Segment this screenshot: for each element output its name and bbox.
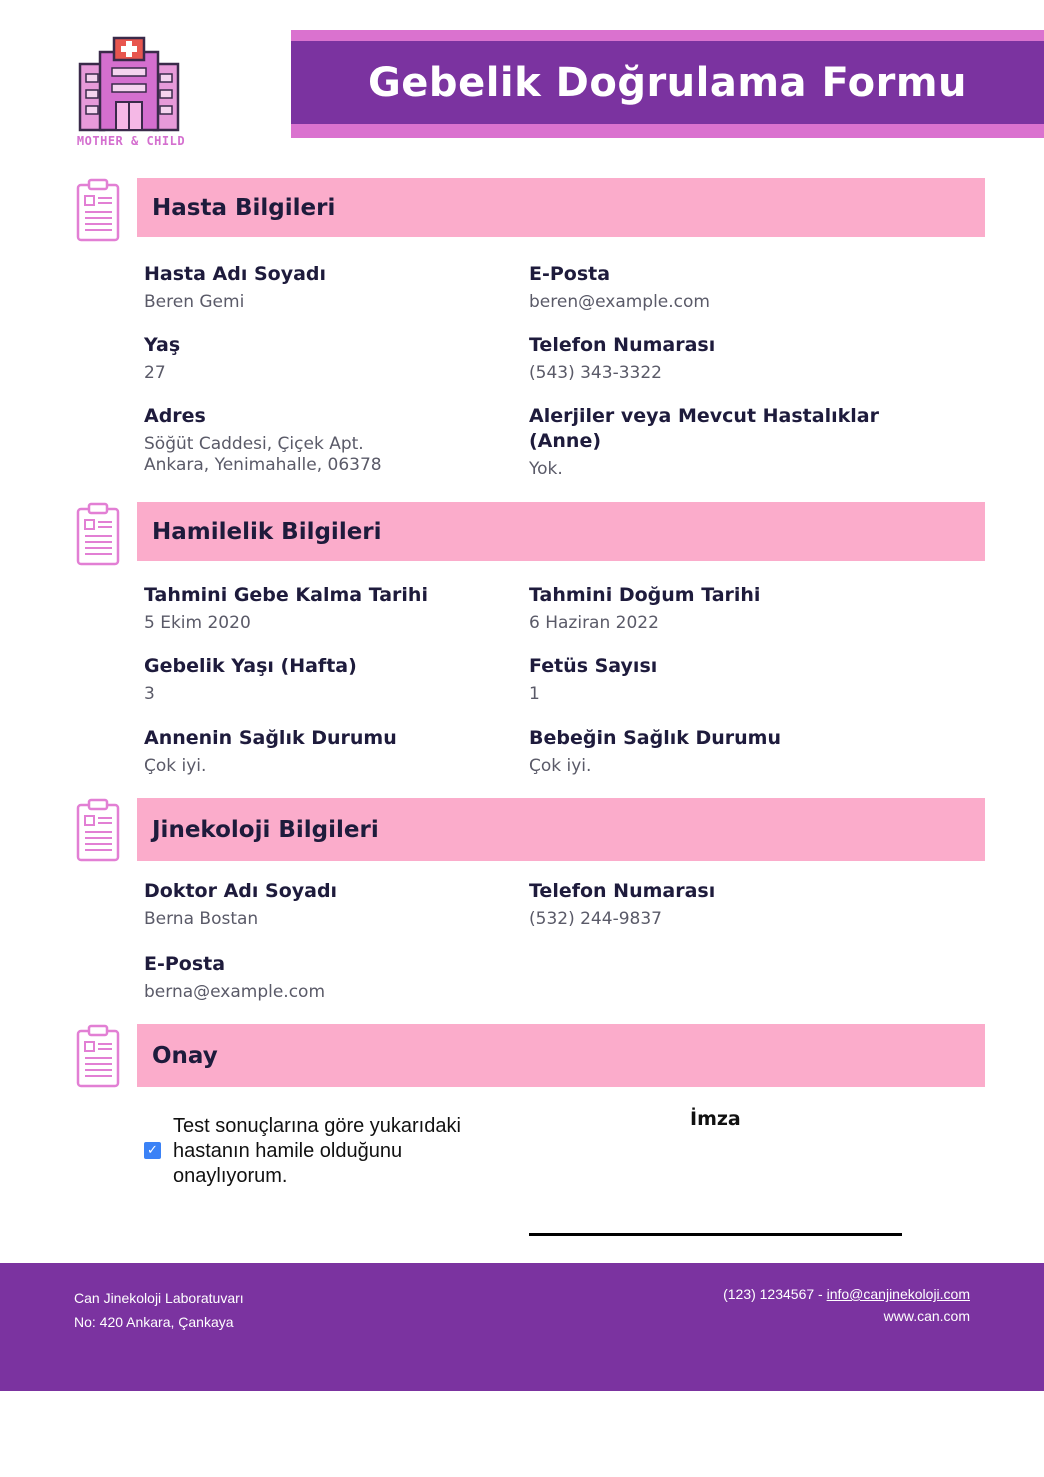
section-title: Jinekoloji Bilgileri (152, 816, 379, 843)
approval-section (76, 1024, 986, 1088)
signature-line[interactable] (529, 1233, 902, 1236)
mother-health-field (144, 726, 504, 777)
company-email-link[interactable]: info@canjinekoloji.com (826, 1286, 970, 1302)
company-name: Can Jinekoloji Laboratuvarı (74, 1290, 244, 1306)
section-title: Hamilelik Bilgileri (152, 518, 382, 545)
gestational-age-field (144, 654, 504, 705)
field-label: Telefon Numarası (529, 334, 716, 356)
field-label: Telefon Numarası (529, 880, 716, 902)
company-address: No: 420 Ankara, Çankaya (74, 1314, 234, 1330)
section-header (137, 502, 985, 561)
section-title: Onay (152, 1042, 218, 1069)
page-title: Gebelik Doğrulama Formu (367, 59, 968, 106)
section-header (137, 178, 985, 237)
field-label: Adres (144, 405, 206, 427)
field-value: beren@example.com (529, 292, 710, 312)
field-label: Bebeğin Sağlık Durumu (529, 727, 782, 749)
field-label: E-Posta (144, 953, 226, 975)
fetus-count-field (529, 654, 889, 705)
pregnancy-section (76, 502, 986, 566)
conception-date-field (144, 583, 504, 634)
company-website[interactable]: www.can.com (883, 1308, 970, 1324)
doctor-email-field (144, 952, 504, 1003)
logo (76, 36, 186, 154)
field-value: (543) 343-3322 (529, 363, 662, 383)
patient-email-field (529, 262, 889, 313)
consent-text: Test sonuçlarına göre yukarıdaki hastanın hamile olduğunu onaylıyorum. (173, 1115, 461, 1187)
patient-name-field (144, 262, 504, 313)
field-label: Gebelik Yaşı (Hafta) (144, 655, 357, 677)
clipboard-icon (76, 798, 120, 862)
field-value: 3 (144, 684, 155, 704)
field-label: Annenin Sağlık Durumu (144, 727, 397, 749)
patient-age-field (144, 333, 504, 384)
patient-allergy-field (529, 404, 879, 480)
doctor-phone-field (529, 879, 889, 930)
field-label: Alerjiler veya Mevcut Hastalıklar (Anne) (529, 405, 879, 452)
doctor-name-field (144, 879, 504, 930)
field-value: 1 (529, 684, 540, 704)
field-value: 5 Ekim 2020 (144, 613, 251, 633)
section-header (137, 1024, 985, 1087)
field-value: (532) 244-9837 (529, 909, 662, 929)
field-value: Beren Gemi (144, 292, 245, 312)
field-value: Söğüt Caddesi, Çiçek Apt. (144, 434, 364, 454)
field-value: 6 Haziran 2022 (529, 613, 659, 633)
consent-checkbox[interactable]: ✓ (144, 1142, 161, 1159)
patient-phone-field (529, 333, 889, 384)
field-value: Ankara, Yenimahalle, 06378 (144, 455, 382, 475)
logo-text: MOTHER & CHILD (76, 134, 186, 148)
field-value: Berna Bostan (144, 909, 259, 929)
field-value: Çok iyi. (529, 756, 592, 776)
field-value: 27 (144, 363, 166, 383)
field-label: Hasta Adı Soyadı (144, 263, 327, 285)
baby-health-field (529, 726, 889, 777)
title-banner (291, 30, 1044, 138)
field-label: Fetüs Sayısı (529, 655, 658, 677)
field-value: berna@example.com (144, 982, 326, 1002)
field-label: Tahmini Gebe Kalma Tarihi (144, 584, 428, 606)
company-phone: (123) 1234567 - (723, 1286, 827, 1302)
section-header (137, 798, 985, 861)
due-date-field (529, 583, 889, 634)
field-value: Çok iyi. (144, 756, 207, 776)
field-value: Yok. (529, 459, 563, 479)
clipboard-icon (76, 1024, 120, 1088)
signature-label: İmza (690, 1108, 741, 1130)
footer (0, 1263, 1044, 1391)
clipboard-icon (76, 502, 120, 566)
section-title: Hasta Bilgileri (152, 194, 336, 221)
field-label: Tahmini Doğum Tarihi (529, 584, 761, 606)
clipboard-icon (76, 178, 120, 242)
field-label: Doktor Adı Soyadı (144, 880, 338, 902)
gynecology-section (76, 798, 986, 862)
patient-address-field (144, 404, 504, 476)
field-label: Yaş (144, 334, 181, 356)
field-label: E-Posta (529, 263, 611, 285)
hospital-icon (76, 36, 186, 136)
